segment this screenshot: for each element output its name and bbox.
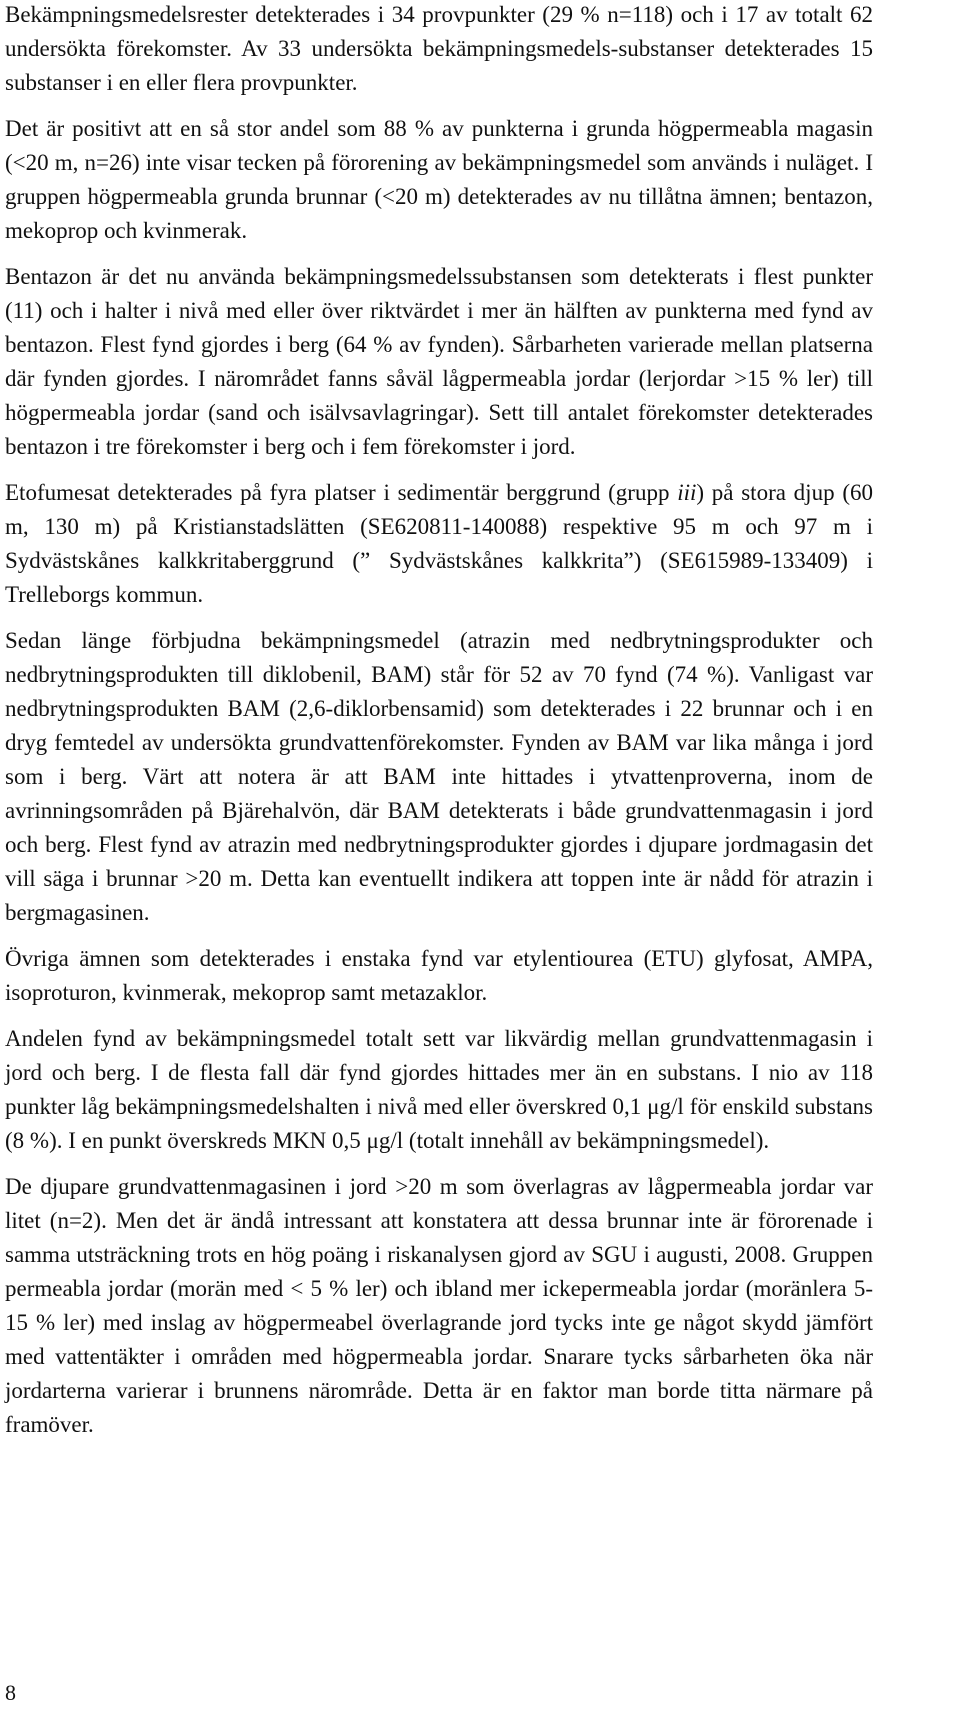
- paragraph-share-of-findings: Andelen fynd av bekämpningsmedel totalt sett var likvärdig mellan grundvattenmagasin i jord och berg. I de flesta fall där fynd gjordes hittades mer än en substans. I nio av 118 punkter låg bekämpningsmedelshalten i nivå med eller överskred 0,1 μg/l för enskild substans (8 %). I en punkt överskreds MKN 0,5 μg/l (totalt innehåll av bekämpningsmedel).: [5, 1026, 873, 1153]
- paragraph-detections-summary: Bekämpningsmedelsrester detekterades i 34 provpunkter (29 % n=118) och i 17 av totalt 62 undersökta förekomster. Av 33 undersökta bekämpningsmedels-substanser detekterades 15 substanser i en eller flera provpunkter.: [5, 2, 873, 95]
- paragraph-banned-pesticides: Sedan länge förbjudna bekämpningsmedel (atrazin med nedbrytningsprodukter och nedbrytningsprodukten till diklobenil, BAM) står för 52 av 70 fynd (74 %). Vanligast var nedbrytningsprodukten BAM (2,6-diklorbensamid) som detekterades i 22 brunnar och i en dryg femtedel av undersökta grundvattenförekomster. Fynden av BAM var lika många i jord som i berg. Värt att notera är att BAM inte hittades i ytvattenproverna, inom de avrinningsområden på Bjärehalvön, där BAM detekterats i både grundvattenmagasin i jord och berg. Flest fynd av atrazin med nedbrytningsprodukter gjordes i djupare jordmagasin det vill säga i brunnar >20 m. Detta kan eventuellt indikera att toppen inte är nådd för atrazin i bergmagasinen.: [5, 628, 873, 925]
- paragraph-other-substances: Övriga ämnen som detekterades i enstaka fynd var etylentiourea (ETU) glyfosat, AMPA, isoproturon, kvinmerak, mekoprop samt metazaklor.: [5, 946, 873, 1005]
- etofumesat-text-start: Etofumesat detekterades på fyra platser i sedimentär berggrund (grupp: [5, 480, 678, 505]
- paragraph-bentazon: Bentazon är det nu använda bekämpningsmedelssubstansen som detekterats i flest punkter (11) och i halter i nivå med eller över riktvärdet i mer än hälften av punkterna med fynd av bentazon. Flest fynd gjordes i berg (64 % av fynden). Sårbarheten varierade mellan platserna där fynden gjordes. I närområdet fanns såväl lågpermeabla jordar (lerjordar >15 % ler) till högpermeabla jordar (sand och isälvsavlagringar). Sett till antalet förekomster detekterades bentazon i tre förekomster i berg och i fem förekomster i jord.: [5, 264, 873, 459]
- paragraph-deeper-aquifers: De djupare grundvattenmagasinen i jord >20 m som överlagras av lågpermeabla jordar var litet (n=2). Men det är ändå intressant att konstatera att dessa brunnar inte är förorenade i samma utsträckning trots en hög poäng i riskanalysen gjord av SGU i augusti, 2008. Gruppen permeabla jordar (morän med < 5 % ler) och ibland mer ickepermeabla jordar (moränlera 5-15 % ler) med inslag av högpermeabel överlagrande jord tycks inte ge något skydd jämfört med vattentäkter i områden med högpermeabla jordar. Snarare tycks sårbarheten öka när jordarterna varierar i brunnens närområde. Detta är en faktor man borde titta närmare på framöver.: [5, 1174, 873, 1437]
- etofumesat-text-end: ) på stora djup (60 m, 130 m) på Kristianstadslätten (SE620811-140088) respektive 95 m och 97 m i Sydvästskånes kalkkritaberggrund (” Sydvästskånes kalkkrita”) (SE615989-133409) i Trelleborgs kommun.: [5, 480, 873, 607]
- document-page: [5, 0, 873, 1454]
- etofumesat-group-italic: iii: [677, 480, 697, 505]
- paragraph-etofumesat: [5, 476, 873, 612]
- page-number: 8: [5, 1680, 16, 1705]
- paragraph-shallow-aquifers: Det är positivt att en så stor andel som 88 % av punkterna i grunda högpermeabla magasin (<20 m, n=26) inte visar tecken på förorening av bekämpningsmedel som används i nuläget. I gruppen högpermeabla grunda brunnar (<20 m) detekterades av nu tillåtna ämnen; bentazon, mekoprop och kvinmerak.: [5, 116, 873, 243]
